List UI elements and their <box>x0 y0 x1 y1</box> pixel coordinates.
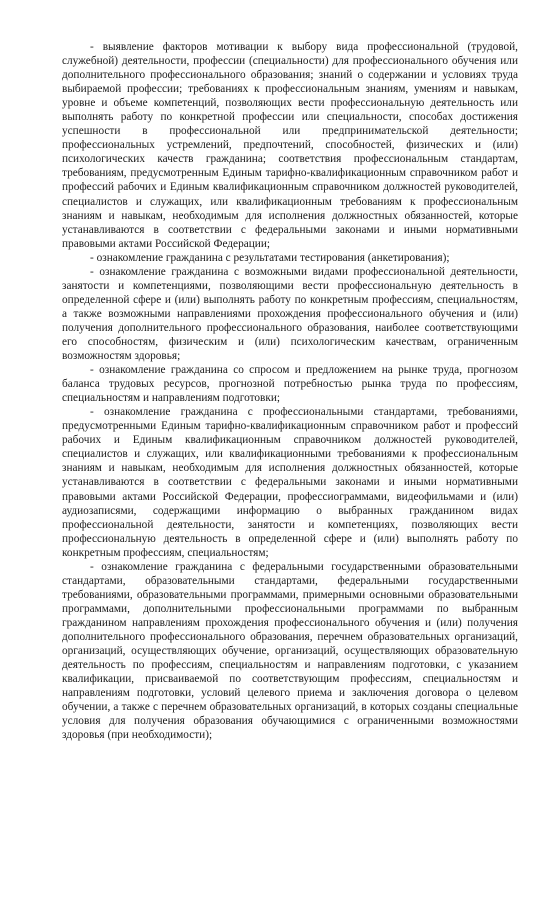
paragraph-labor-market: - ознакомление гражданина со спросом и предложением на рынке труда, прогнозом баланса трудовых ресурсов, прогнозной потребностью рынка труда по профессиям, специальностям и направлениям подготовки; <box>62 364 518 405</box>
paragraph-motivation-factors: - выявление факторов мотивации к выбору вида профессиональной (трудовой, служебной) деятельности, профессии (специальности) для профессионального обучения или дополнительного профессионального образования; знаний о содержании и условиях труда выбираемой профессии; требованиях к профессиональным знаниям, умениям и навыкам, уровне и объеме компетенций, позволяющих вести профессиональную деятельность или выполнять работу по конкретной профессии или специальности, способах достижения успешности в профессиональной или предпринимательской деятельности; профессиональных устремлений, предпочтений, способностей, физических и (или) психологических качеств гражданина; соответствия профессиональным стандартам, требованиям, предусмотренным Единым тарифно-квалификационным справочником работ и профессий рабочих и Единым квалификационным справочником должностей руководителей, специалистов и служащих, или квалификационным требованиям к профессиональным знаниям и навыкам, необходимым для исполнения должностных обязанностей, которые устанавливаются в соответствии с федеральными законами и иными нормативными правовыми актами Российской Федерации; <box>62 41 518 250</box>
paragraph-educational-standards: - ознакомление гражданина с федеральными государственными образовательными стандартами, образовательными стандартами, федеральными государственными требованиями, образовательными программами, примерными основными образовательными программами, дополнительными профессиональными программами по выбранным гражданином направлениям прохождения профессионального обучения и (или) получения дополнительного профессионального образования, перечнем образовательных организаций, организаций, осуществляющих обучение, организаций, осуществляющих образовательную деятельность по профессиям, специальностям и направлениям подготовки, с указанием квалификации, присваиваемой по соответствующим профессиям, специальностям и направлениям подготовки, условий целевого приема и заключения договора о целевом обучении, а также с перечнем образовательных организаций, в которых созданы специальные условия для получения образования обучающимися с ограниченными возможностями здоровья (при необходимости); <box>62 560 518 742</box>
paragraph-activity-types: - ознакомление гражданина с возможными видами профессиональной деятельности, занятости и компетенциями, позволяющими вести профессиональную деятельность в определенной сфере и (или) выполнять работу по конкретным профессиям, специальностям, а также возможными направлениями прохождения профессионального обучения и (или) получения дополнительного профессионального образования, наиболее соответствующими его способностям, физическим и (или) психологическим качествам, ограниченным возможностям здоровья; <box>62 265 518 363</box>
paragraph-test-results: - ознакомление гражданина с результатами тестирования (анкетирования); <box>90 251 450 264</box>
document-page <box>62 40 518 742</box>
paragraph-professional-standards: - ознакомление гражданина с профессиональными стандартами, требованиями, предусмотренными Единым тарифно-квалификационным справочником работ и профессий рабочих и Единым квалификационным справочником должностей руководителей, специалистов и служащих, или квалификационными требованиями к профессиональным знаниям и навыкам, необходимым для исполнения должностных обязанностей, которые устанавливаются в соответствии с федеральными законами и иными нормативными правовыми актами Российской Федерации, профессиограммами, видеофильмами и (или) аудиозаписями, содержащими информацию о выбранных гражданином видах профессиональной деятельности, занятости и компетенциях, позволяющих вести профессиональную деятельность в определенной сфере и (или) выполнять работу по конкретным профессиям, специальностям; <box>62 406 518 559</box>
